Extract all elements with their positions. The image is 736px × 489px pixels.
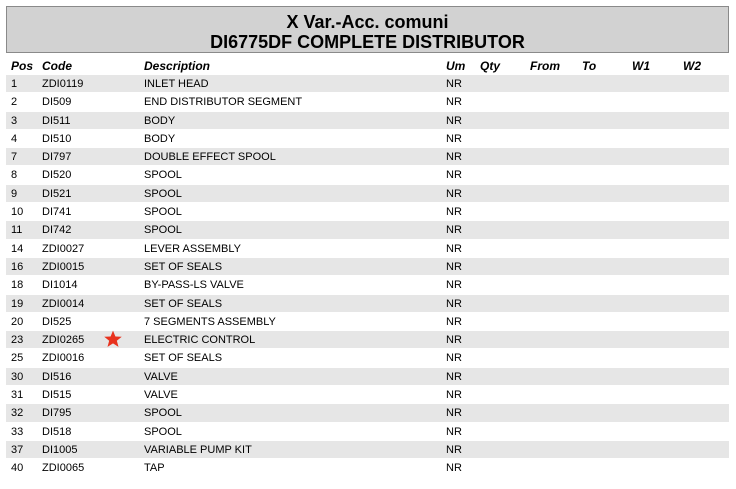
table-row <box>6 459 729 477</box>
cell-um: NR <box>446 279 462 292</box>
cell-pos: 40 <box>11 462 24 475</box>
cell-um: NR <box>446 334 462 347</box>
table-row <box>6 423 729 441</box>
cell-pos: 14 <box>11 242 24 255</box>
cell-pos: 30 <box>11 370 24 383</box>
cell-pos: 37 <box>11 443 24 456</box>
cell-pos: 18 <box>11 279 24 292</box>
table-row <box>6 240 729 258</box>
parts-table <box>6 75 729 478</box>
column-header-um: Um <box>446 59 466 73</box>
table-row <box>6 130 729 148</box>
cell-um: NR <box>446 462 462 475</box>
table-row <box>6 203 729 221</box>
cell-code: ZDI0027 <box>42 242 85 255</box>
cell-um: NR <box>446 96 462 109</box>
cell-um: NR <box>446 114 462 127</box>
cell-pos: 4 <box>11 132 18 145</box>
document-subtitle: DI6775DF COMPLETE DISTRIBUTOR <box>210 32 525 52</box>
column-header-w2: W2 <box>683 59 701 73</box>
cell-description: SET OF SEALS <box>144 297 223 310</box>
cell-code: DI511 <box>42 114 71 127</box>
table-row <box>6 404 729 422</box>
column-header-to: To <box>582 59 597 73</box>
table-header <box>6 58 729 75</box>
cell-description: SPOOL <box>144 425 182 438</box>
cell-description: SPOOL <box>144 169 182 182</box>
column-header-pos: Pos <box>11 59 34 73</box>
cell-um: NR <box>446 297 462 310</box>
cell-pos: 8 <box>11 169 18 182</box>
cell-um: NR <box>446 78 462 90</box>
cell-description: BY-PASS-LS VALVE <box>144 279 244 292</box>
cell-um: NR <box>446 187 462 200</box>
title-box <box>6 6 729 53</box>
cell-pos: 1 <box>11 78 18 90</box>
cell-um: NR <box>446 315 462 328</box>
cell-um: NR <box>446 389 462 402</box>
cell-pos: 9 <box>11 187 18 200</box>
cell-description: SPOOL <box>144 187 182 200</box>
table-row <box>6 112 729 130</box>
table-row <box>6 349 729 367</box>
cell-code: DI515 <box>42 389 72 402</box>
cell-um: NR <box>446 370 462 383</box>
cell-code: ZDI0119 <box>42 78 84 90</box>
cell-code: DI795 <box>42 407 72 420</box>
cell-code: DI525 <box>42 315 72 328</box>
cell-code: ZDI0015 <box>42 260 85 273</box>
cell-description: SET OF SEALS <box>144 260 223 273</box>
cell-code: ZDI0016 <box>42 352 85 365</box>
cell-description: SET OF SEALS <box>144 352 223 365</box>
cell-description: VARIABLE PUMP KIT <box>144 443 252 456</box>
cell-code: DI797 <box>42 151 72 164</box>
table-row <box>6 331 729 349</box>
column-header-code: Code <box>42 59 72 73</box>
cell-description: BODY <box>144 114 176 127</box>
cell-pos: 7 <box>11 151 18 164</box>
cell-description: VALVE <box>144 389 178 402</box>
cell-pos: 33 <box>11 425 24 438</box>
table-row <box>6 93 729 111</box>
cell-um: NR <box>446 132 462 145</box>
cell-um: NR <box>446 443 462 456</box>
cell-um: NR <box>446 206 462 219</box>
cell-code: DI518 <box>42 425 72 438</box>
table-row <box>6 75 729 93</box>
cell-code: DI510 <box>42 132 72 145</box>
cell-pos: 2 <box>11 96 18 109</box>
table-row <box>6 148 729 166</box>
table-row <box>6 368 729 386</box>
cell-description: 7 SEGMENTS ASSEMBLY <box>144 315 276 328</box>
cell-pos: 10 <box>11 206 24 219</box>
document-title: X Var.-Acc. comuni <box>286 12 449 32</box>
table-row <box>6 441 729 459</box>
cell-code: DI742 <box>42 224 72 237</box>
cell-pos: 19 <box>11 297 24 310</box>
cell-description: LEVER ASSEMBLY <box>144 242 242 255</box>
cell-pos: 20 <box>11 315 24 328</box>
cell-description: SPOOL <box>144 206 182 219</box>
cell-code: DI741 <box>42 206 72 219</box>
table-row <box>6 276 729 294</box>
cell-um: NR <box>446 352 462 365</box>
cell-pos: 32 <box>11 407 24 420</box>
cell-code: ZDI0065 <box>42 462 85 475</box>
cell-pos: 11 <box>11 224 23 237</box>
cell-description: TAP <box>144 462 165 475</box>
cell-code: DI509 <box>42 96 72 109</box>
cell-description: VALVE <box>144 370 178 383</box>
cell-pos: 25 <box>11 352 24 365</box>
cell-code: ZDI0014 <box>42 297 85 310</box>
cell-um: NR <box>446 407 462 420</box>
table-row <box>6 386 729 404</box>
cell-um: NR <box>446 425 462 438</box>
cell-code: DI521 <box>42 187 72 200</box>
cell-description: DOUBLE EFFECT SPOOL <box>144 151 276 164</box>
cell-um: NR <box>446 242 462 255</box>
table-row <box>6 166 729 184</box>
cell-pos: 23 <box>11 334 24 347</box>
table-row <box>6 185 729 203</box>
cell-um: NR <box>446 260 462 273</box>
cell-um: NR <box>446 151 462 164</box>
cell-code: DI516 <box>42 370 72 383</box>
cell-pos: 16 <box>11 260 24 273</box>
cell-pos: 3 <box>11 114 18 127</box>
cell-description: BODY <box>144 132 176 145</box>
star-icon <box>103 329 123 349</box>
column-header-w1: W1 <box>632 59 650 73</box>
cell-description: SPOOL <box>144 224 182 237</box>
cell-code: DI1005 <box>42 443 78 456</box>
cell-description: ELECTRIC CONTROL <box>144 334 256 347</box>
table-row <box>6 221 729 239</box>
table-row <box>6 258 729 276</box>
column-header-qty: Qty <box>480 59 501 73</box>
cell-pos: 31 <box>11 389 24 402</box>
cell-description: INLET HEAD <box>144 78 209 90</box>
column-header-from: From <box>530 59 560 73</box>
cell-code: DI520 <box>42 169 72 182</box>
cell-um: NR <box>446 224 462 237</box>
cell-description: SPOOL <box>144 407 182 420</box>
cell-description: END DISTRIBUTOR SEGMENT <box>144 96 303 109</box>
cell-um: NR <box>446 169 462 182</box>
cell-code: ZDI0265 <box>42 334 85 347</box>
cell-code: DI1014 <box>42 279 78 292</box>
column-header-description: Description <box>144 59 211 73</box>
table-row <box>6 295 729 313</box>
